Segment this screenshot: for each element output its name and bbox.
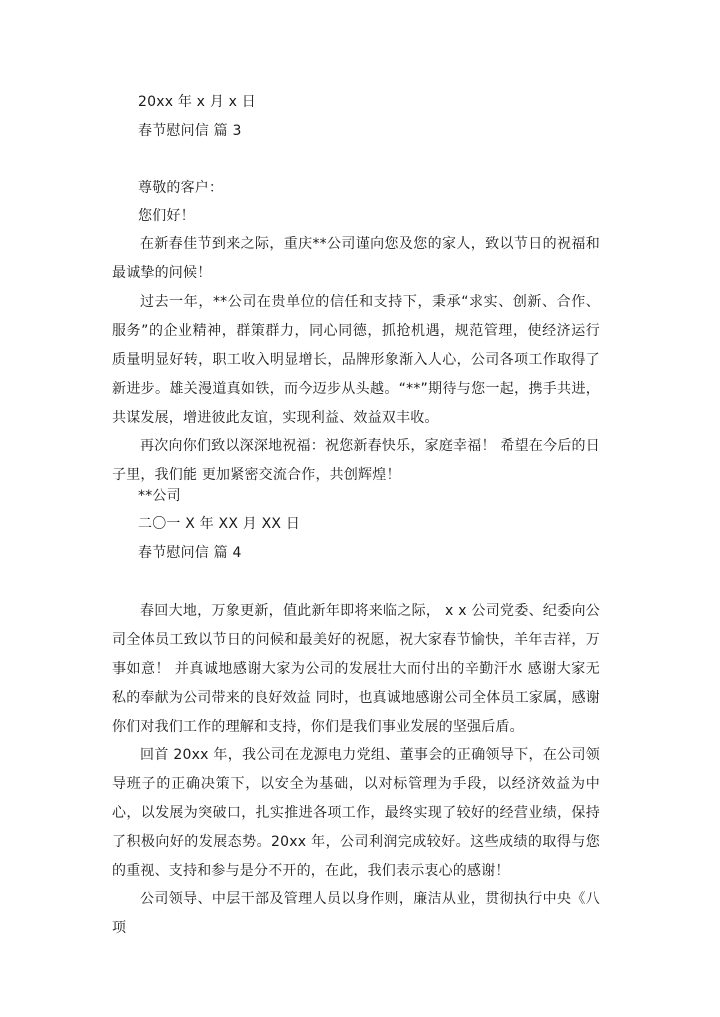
paragraph-6: 公司领导、中层干部及管理人员以身作则，廉洁从业，贯彻执行中央《八项 bbox=[112, 891, 600, 936]
paragraph-3: 再次向你们致以深深地祝福：祝您新春快乐，家庭幸福！ 希望在今后的日子里，我们能 更加紧密交流合作，共创辉煌！ bbox=[112, 438, 600, 483]
paragraph-1: 在新春佳节到来之际，重庆**公司谨向您及您的家人，致以节日的祝福和最诚挚的问候！ bbox=[112, 236, 600, 281]
greeting: 尊敬的客户： bbox=[138, 180, 224, 196]
paragraph-5: 回首 20xx 年，我公司在龙源电力党组、董事会的正确领导下，在公司领导班子的正确决策下，以安全为基础，以对标管理为手段，以经济效益为中心，以发展为突破口，扎实推进各项工作，最终实现了较好的经营业绩，保持了积极向好的发展态势。20xx 年，公司利润完成较好。这些成绩的取得与您的重视、支持和参与是分不开的，在此，我们表示衷心的感谢！ bbox=[112, 747, 600, 879]
section-title-4: 春节慰问信 篇 4 bbox=[138, 545, 242, 561]
section-title-3: 春节慰问信 篇 3 bbox=[138, 123, 242, 139]
date-line: 20xx 年 x 月 x 日 bbox=[138, 94, 257, 110]
company-sign: **公司 bbox=[138, 488, 181, 504]
sign-date: 二〇一 X 年 XX 月 XX 日 bbox=[138, 516, 301, 532]
paragraph-2: 过去一年，**公司在贵单位的信任和支持下，秉承“求实、创新、合作、服务”的企业精神，群策群力，同心同德，抓抢机遇，规范管理，使经济运行质量明显好转，职工收入明显增长，品牌形象渐入人心，公司各项工作取得了新进步。雄关漫道真如铁，而今迈步从头越。“**”期待与您一起，携手共进，共谋发展，增进彼此友谊，实现利益、效益双丰收。 bbox=[112, 294, 600, 426]
paragraph-4: 春回大地，万象更新，值此新年即将来临之际， x x 公司党委、纪委向公司全体员工致以节日的问候和最美好的祝愿，祝大家春节愉快，羊年吉祥，万事如意！ 并真诚地感谢大家为公司的发展壮大而付出的辛勤汗水 感谢大家无私的奉献为公司带来的良好效益 同时，也真诚地感谢公司全体员工家属，感谢你们对我们工作的理解和支持，你们是我们事业发展的坚强后盾。 bbox=[112, 603, 600, 735]
hello-line: 您们好！ bbox=[138, 208, 195, 224]
